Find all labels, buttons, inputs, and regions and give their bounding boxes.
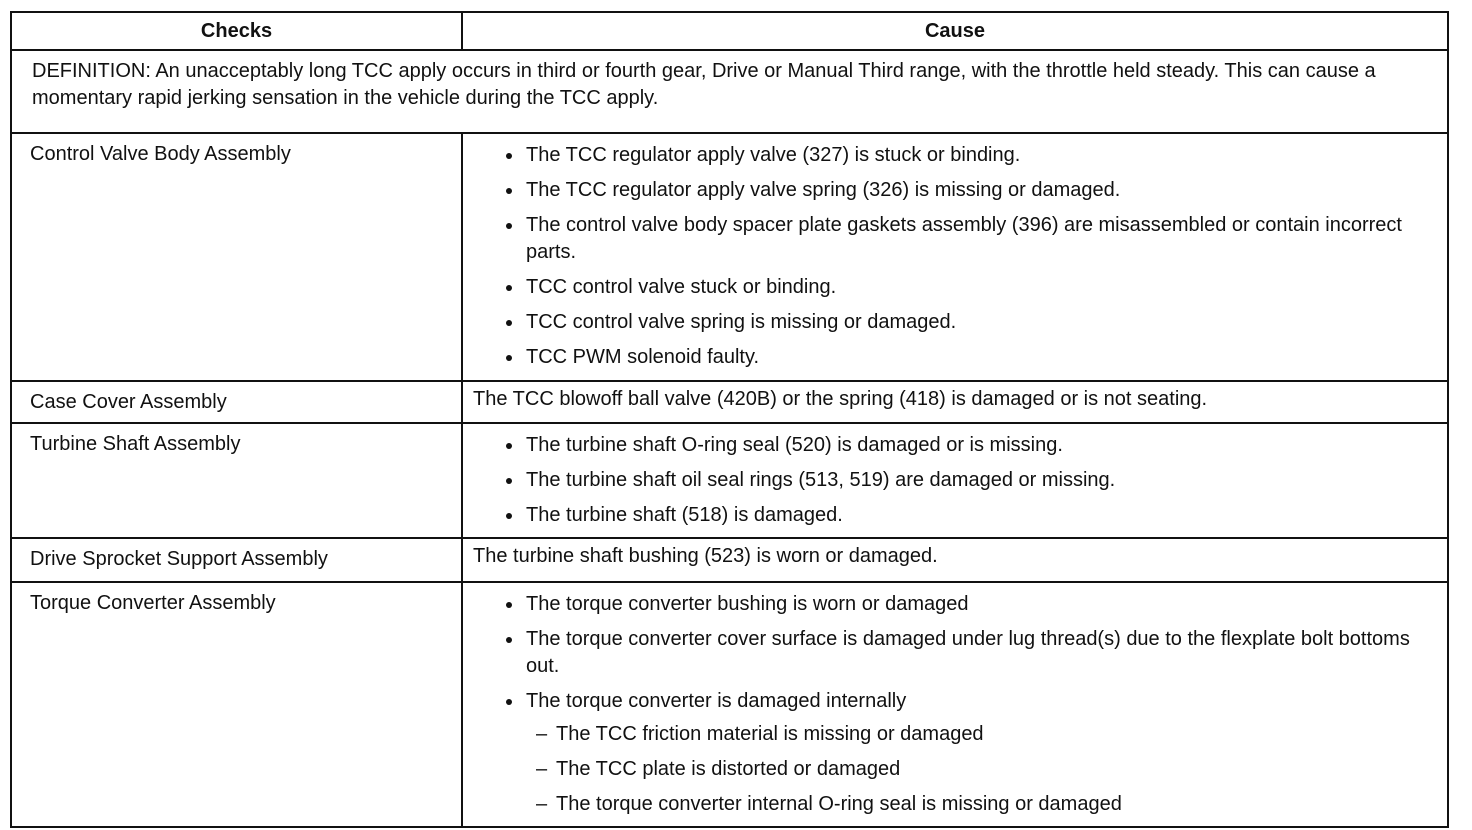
cause-item: TCC control valve stuck or binding. <box>500 274 1435 301</box>
definition-row <box>11 50 1448 133</box>
cause-header: Cause <box>462 12 1448 50</box>
sub-cause-item: – The torque converter internal O-ring seal is missing or damaged <box>536 791 1435 818</box>
cause-list <box>473 142 1435 371</box>
check-label: Turbine Shaft Assembly <box>11 423 462 538</box>
cause-cell <box>462 423 1448 538</box>
cause-item: TCC control valve spring is missing or damaged. <box>500 309 1435 336</box>
cause-item: The torque converter bushing is worn or damaged <box>500 591 1435 618</box>
sub-cause-item: – The TCC friction material is missing or damaged <box>536 721 1435 748</box>
cause-cell <box>462 582 1448 827</box>
cause-list <box>473 432 1435 529</box>
cause-item: TCC PWM solenoid faulty. <box>500 344 1435 371</box>
table-row <box>11 538 1448 582</box>
sub-cause-list <box>526 721 1435 818</box>
check-label: Case Cover Assembly <box>11 381 462 423</box>
sub-cause-item: – The TCC plate is distorted or damaged <box>536 756 1435 783</box>
check-label: Drive Sprocket Support Assembly <box>11 538 462 582</box>
cause-item: The control valve body spacer plate gaskets assembly (396) are misassembled or contain incorrect parts. <box>500 212 1435 266</box>
definition-text: DEFINITION: An unacceptably long TCC apply occurs in third or fourth gear, Drive or Manual Third range, with the throttle held steady. This can cause a momentary rapid jerking sensation in the vehicle during the TCC apply. <box>11 50 1448 133</box>
cause-item: The turbine shaft (518) is damaged. <box>500 502 1435 529</box>
header-row <box>11 12 1448 50</box>
cause-list <box>473 591 1435 818</box>
cause-item-with-subitems <box>500 688 1435 818</box>
table-row <box>11 133 1448 381</box>
cause-item: The turbine shaft oil seal rings (513, 519) are damaged or missing. <box>500 467 1435 494</box>
table-row <box>11 582 1448 827</box>
cause-item: The torque converter cover surface is damaged under lug thread(s) due to the flexplate bolt bottoms out. <box>500 626 1435 680</box>
diagnostic-table <box>10 11 1449 828</box>
cause-cell <box>462 133 1448 381</box>
cause-item: The TCC regulator apply valve spring (326) is missing or damaged. <box>500 177 1435 204</box>
cause-item-text: The torque converter is damaged internally <box>526 690 907 712</box>
table-row <box>11 423 1448 538</box>
checks-header: Checks <box>11 12 462 50</box>
cause-text: The TCC blowoff ball valve (420B) or the spring (418) is damaged or is not seating. <box>462 381 1448 423</box>
cause-text: The turbine shaft bushing (523) is worn or damaged. <box>462 538 1448 582</box>
table-row <box>11 381 1448 423</box>
cause-item: The TCC regulator apply valve (327) is stuck or binding. <box>500 142 1435 169</box>
check-label: Control Valve Body Assembly <box>11 133 462 381</box>
check-label: Torque Converter Assembly <box>11 582 462 827</box>
cause-item: The turbine shaft O-ring seal (520) is damaged or is missing. <box>500 432 1435 459</box>
